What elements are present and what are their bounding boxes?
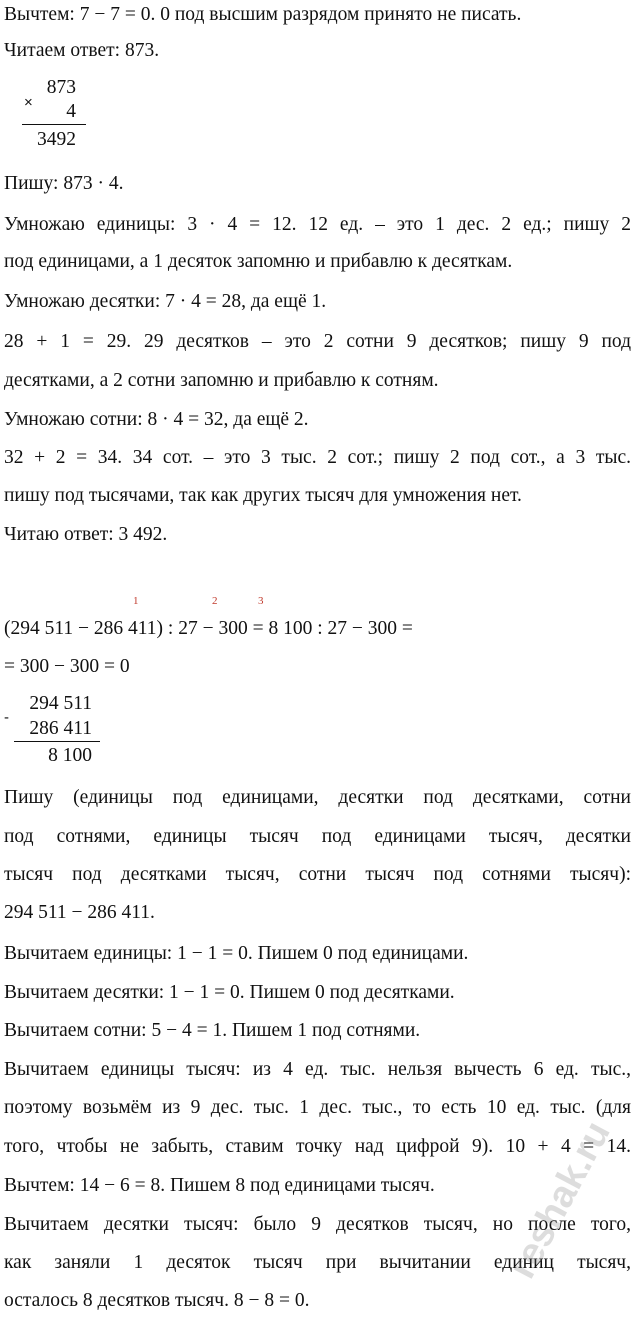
- text-line: того, чтобы не забыть, ставим точку над цифрой 9). 10 + 4 = 14.: [4, 1136, 631, 1157]
- text-line: десятками, а 2 сотни запомню и прибавлю к сотням.: [4, 370, 439, 391]
- text-line: под единицами, а 1 десяток запомню и прибавлю к десяткам.: [4, 251, 513, 272]
- multiplicand: 873: [46, 77, 76, 98]
- text-line: под сотнями, единицы тысяч под единицами тысяч, десятки: [4, 826, 631, 847]
- text-line: Вычтем: 7 − 7 = 0. 0 под высшим разрядом принято не писать.: [4, 4, 522, 25]
- subtrahend: 286 411: [29, 718, 92, 739]
- text-line: тысяч под десятками тысяч, сотни тысяч под сотнями тысяч):: [4, 864, 631, 885]
- text-line: Вычтем: 14 − 6 = 8. Пишем 8 под единицами тысяч.: [4, 1175, 435, 1196]
- order-mark-1: 1: [133, 595, 139, 607]
- text-line: Умножаю десятки: 7 · 4 = 28, да ещё 1.: [4, 291, 327, 312]
- text-line: поэтому возьмём из 9 дес. тыс. 1 дес. тыс., то есть 10 ед. тыс. (для: [4, 1097, 631, 1118]
- text-line: Вычитаем сотни: 5 − 4 = 1. Пишем 1 под сотнями.: [4, 1020, 421, 1041]
- text-line: как заняли 1 десяток тысяч при вычитании единиц тысяч,: [4, 1252, 631, 1273]
- multiplier: 4: [66, 101, 76, 122]
- text-line: 294 511 − 286 411.: [4, 902, 155, 923]
- text-line: Вычитаем единицы тысяч: из 4 ед. тыс. нельзя вычесть 6 ед. тыс.,: [4, 1059, 631, 1080]
- expression-line: = 300 − 300 = 0: [4, 656, 130, 677]
- order-mark-3: 3: [258, 595, 264, 607]
- text-line: Читаю ответ: 3 492.: [4, 524, 168, 545]
- text-line: пишу под тысячами, так как других тысяч для умножения нет.: [4, 485, 522, 506]
- text-line: Вычитаем десятки: 1 − 1 = 0. Пишем 0 под десятками.: [4, 982, 455, 1003]
- product: 3492: [37, 129, 76, 150]
- text-line: Вычитаем единицы: 1 − 1 = 0. Пишем 0 под единицами.: [4, 943, 469, 964]
- minus-sign: -: [4, 709, 9, 726]
- watermark: reshak.ru: [501, 1114, 619, 1286]
- result-rule: [14, 741, 100, 742]
- text-line: Пишу: 873 · 4.: [4, 173, 124, 194]
- text-line: Пишу (единицы под единицами, десятки под десятками, сотни: [4, 787, 631, 808]
- multiply-sign: ×: [24, 94, 33, 111]
- result-rule: [22, 124, 86, 125]
- minuend: 294 511: [29, 693, 92, 714]
- text-line: Умножаю единицы: 3 · 4 = 12. 12 ед. – это 1 дес. 2 ед.; пишу 2: [4, 214, 631, 235]
- text-line: Вычитаем десятки тысяч: было 9 десятков тысяч, но после того,: [4, 1214, 631, 1235]
- text-line: 28 + 1 = 29. 29 десятков – это 2 сотни 9 десятков; пишу 9 под: [4, 331, 631, 352]
- expression-line: (294 511 − 286 411) : 27 − 300 = 8 100 : 27 − 300 =: [4, 618, 413, 639]
- text-line: Умножаю сотни: 8 · 4 = 32, да ещё 2.: [4, 409, 309, 430]
- order-mark-2: 2: [212, 595, 218, 607]
- text-line: осталось 8 десятков тысяч. 8 − 8 = 0.: [4, 1290, 310, 1311]
- text-line: Читаем ответ: 873.: [4, 40, 160, 61]
- text-line: 32 + 2 = 34. 34 сот. – это 3 тыс. 2 сот.; пишу 2 под сот., а 3 тыс.: [4, 447, 631, 468]
- difference: 8 100: [48, 745, 92, 766]
